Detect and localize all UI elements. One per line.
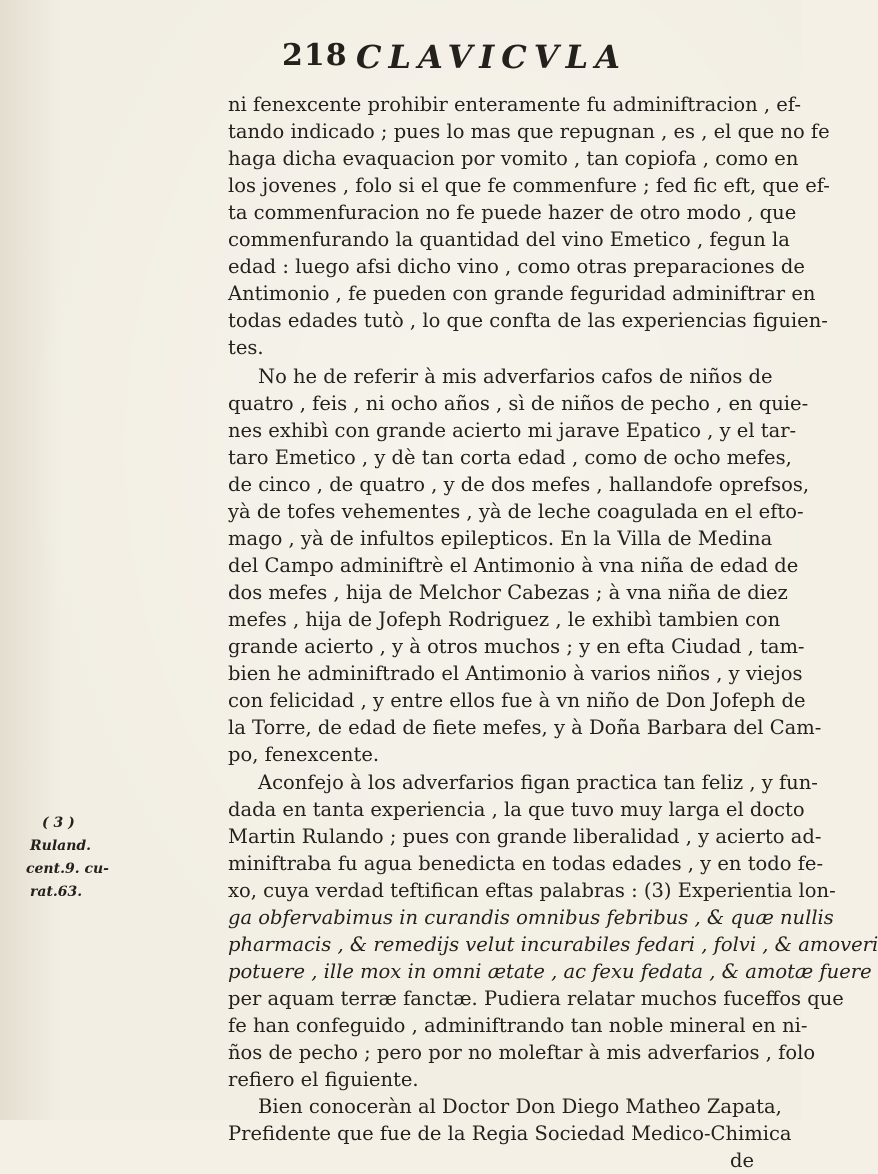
text-line: Martin Rulando ; pues con grande liberalidad , y acierto ad-: [228, 825, 822, 848]
text-line: potuere , ille mox in omni ætate , ac fexu fedata , & amotæ fuere: [228, 960, 872, 983]
text-line: Bien conoceràn al Doctor Don Diego Matheo Zapata,: [258, 1095, 782, 1118]
page-header: [0, 38, 801, 90]
text-line: la Torre, de edad de fiete mefes, y à Doña Barbara del Cam-: [228, 716, 822, 739]
text-line: Prefidente que fue de la Regia Sociedad Medico-Chimica: [228, 1122, 792, 1145]
page-number: 218: [282, 38, 348, 73]
text-line: fe han confeguido , adminiftrando tan noble mineral en ni-: [228, 1014, 808, 1037]
text-line: los jovenes , folo si el que fe commenfure ; fed fic eft, que ef-: [228, 174, 830, 197]
margin-note: rat.63.: [30, 884, 83, 900]
text-line: No he de referir à mis adverfarios cafos de niños de: [258, 365, 773, 388]
running-title: CLAVICVLA: [356, 38, 627, 76]
text-line: edad : luego afsi dicho vino , como otras preparaciones de: [228, 255, 805, 278]
margin-note: ( 3 ): [42, 815, 75, 831]
text-line: bien he adminiftrado el Antimonio à varios niños , y viejos: [228, 662, 803, 685]
text-line: Aconfejo à los adverfarios figan practica tan feliz , y fun-: [258, 771, 818, 794]
text-line: de: [730, 1149, 755, 1172]
text-line: yà de tofes vehementes , yà de leche coagulada en el efto-: [228, 500, 804, 523]
text-line: ta commenfuracion no fe puede hazer de otro modo , que: [228, 201, 797, 224]
text-line: refiero el figuiente.: [228, 1068, 419, 1091]
text-line: commenfurando la quantidad del vino Emetico , fegun la: [228, 228, 790, 251]
text-line: nes exhibì con grande acierto mi jarave Epatico , y el tar-: [228, 419, 797, 442]
text-line: tes.: [228, 336, 264, 359]
text-line: ni fenexcente prohibir enteramente fu adminiftracion , ef-: [228, 93, 801, 116]
text-line: taro Emetico , y dè tan corta edad , como de ocho mefes,: [228, 446, 792, 469]
text-line: miniftraba fu agua benedicta en todas edades , y en todo fe-: [228, 852, 824, 875]
text-line: dada en tanta experiencia , la que tuvo muy larga el docto: [228, 798, 805, 821]
text-line: Antimonio , fe pueden con grande feguridad adminiftrar en: [228, 282, 816, 305]
text-line: quatro , feis , ni ocho años , sì de niños de pecho , en quie-: [228, 392, 809, 415]
text-line: grande acierto , y à otros muchos ; y en efta Ciudad , tam-: [228, 635, 805, 658]
text-line: todas edades tutò , lo que confta de las experiencias figuien-: [228, 309, 828, 332]
text-line: del Campo adminiftrè el Antimonio à vna niña de edad de: [228, 554, 799, 577]
text-line: dos mefes , hija de Melchor Cabezas ; à vna niña de diez: [228, 581, 788, 604]
text-line: ños de pecho ; pero por no moleftar à mis adverfarios , folo: [228, 1041, 816, 1064]
text-line: mago , yà de infultos epilepticos. En la Villa de Medina: [228, 527, 773, 550]
text-line: de cinco , de quatro , y de dos mefes , hallandofe oprefsos,: [228, 473, 810, 496]
text-line: xo, cuya verdad teftifican eftas palabras : (3) Experientia lon-: [228, 879, 836, 902]
text-line: mefes , hija de Jofeph Rodriguez , le exhibì tambien con: [228, 608, 781, 631]
text-line: po, fenexcente.: [228, 743, 380, 766]
text-line: ga obfervabimus in curandis omnibus febribus , & quæ nullis: [228, 906, 834, 929]
text-line: haga dicha evaquacion por vomito , tan copiofa , como en: [228, 147, 799, 170]
text-line: per aquam terræ fanctæ. Pudiera relatar muchos fuceffos que: [228, 987, 844, 1010]
text-line: pharmacis , & remedijs velut incurabiles fedari , folvi , & amoveri: [228, 933, 878, 956]
margin-note: Ruland.: [30, 838, 92, 854]
margin-note: cent.9. cu-: [26, 861, 109, 877]
text-line: tando indicado ; pues lo mas que repugnan , es , el que no fe: [228, 120, 830, 143]
text-line: con felicidad , y entre ellos fue à vn niño de Don Jofeph de: [228, 689, 806, 712]
